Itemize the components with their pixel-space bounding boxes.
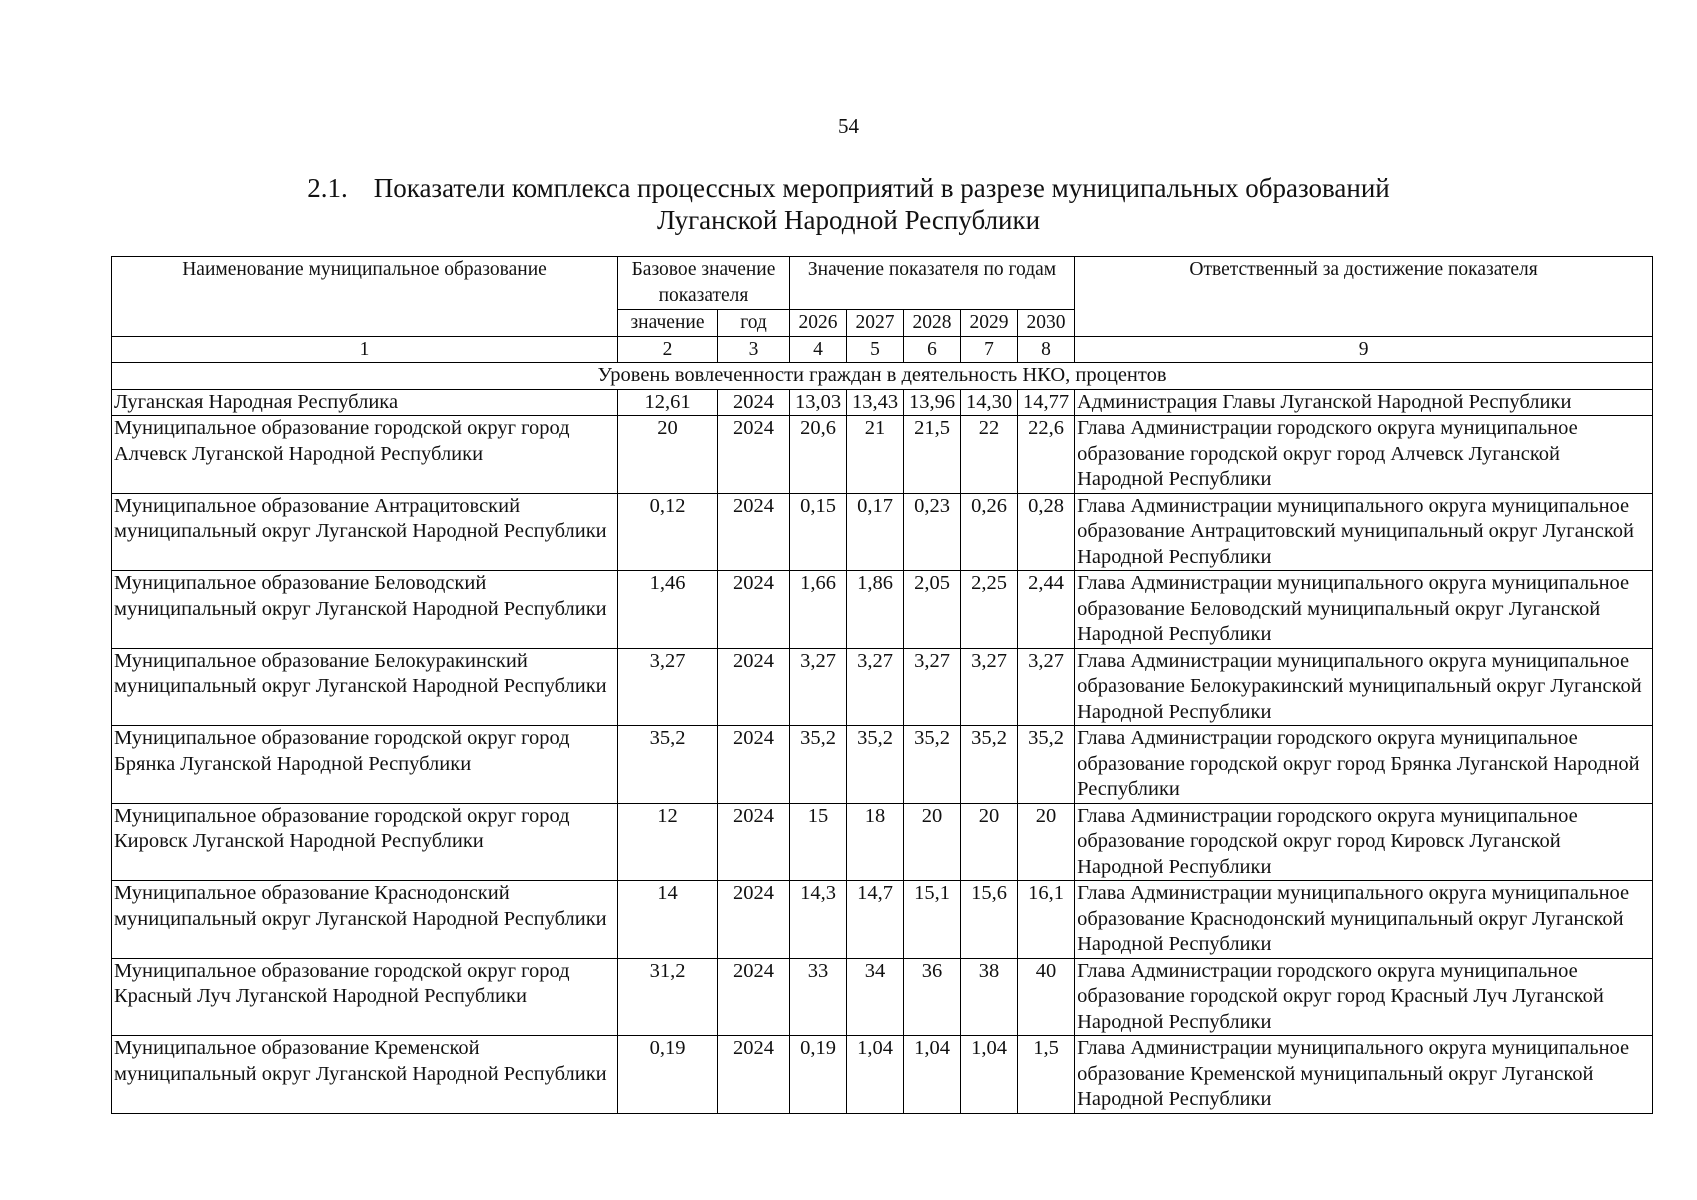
year-value: 1,5: [1018, 1036, 1075, 1114]
year-value: 22: [961, 416, 1018, 494]
responsible-party: Глава Администрации муниципального округа муниципальное образование Краснодонский муниципальный округ Луганской Народной Республики: [1075, 881, 1653, 959]
column-number: 9: [1075, 336, 1653, 363]
responsible-party: Глава Администрации городского округа муниципальное образование городской округ город Кировск Луганской Народной Республики: [1075, 803, 1653, 881]
year-value: 0,23: [904, 493, 961, 571]
column-number: 3: [718, 336, 790, 363]
table-row: [112, 648, 1653, 726]
base-value: 31,2: [618, 958, 718, 1036]
base-value: 0,19: [618, 1036, 718, 1114]
base-value: 14: [618, 881, 718, 959]
base-value: 20: [618, 416, 718, 494]
base-value: 12,61: [618, 389, 718, 416]
year-value: 1,86: [847, 571, 904, 649]
year-value: 38: [961, 958, 1018, 1036]
base-year: 2024: [718, 1036, 790, 1114]
responsible-party: Глава Администрации муниципального округа муниципальное образование Беловодский муниципальный округ Луганской Народной Республики: [1075, 571, 1653, 649]
year-value: 18: [847, 803, 904, 881]
year-value: 3,27: [1018, 648, 1075, 726]
municipality-name: Муниципальное образование городской округ город Брянка Луганской Народной Республики: [112, 726, 618, 804]
base-year: 2024: [718, 571, 790, 649]
table-row: [112, 803, 1653, 881]
year-value: 2,44: [1018, 571, 1075, 649]
base-year: 2024: [718, 958, 790, 1036]
year-value: 2,25: [961, 571, 1018, 649]
year-value: 1,66: [790, 571, 847, 649]
responsible-party: Глава Администрации муниципального округа муниципальное образование Антрацитовский муниципальный округ Луганской Народной Республики: [1075, 493, 1653, 571]
year-value: 34: [847, 958, 904, 1036]
year-value: 14,77: [1018, 389, 1075, 416]
year-value: 35,2: [790, 726, 847, 804]
year-value: 36: [904, 958, 961, 1036]
year-value: 0,17: [847, 493, 904, 571]
heading-line-2: Луганской Народной Республики: [656, 205, 1041, 235]
year-value: 0,28: [1018, 493, 1075, 571]
base-year: 2024: [718, 648, 790, 726]
header-base-group: Базовое значение показателя: [618, 257, 790, 310]
responsible-party: Глава Администрации городского округа муниципальное образование городской округ город Алчевск Луганской Народной Республики: [1075, 416, 1653, 494]
year-value: 33: [790, 958, 847, 1036]
municipality-name: Муниципальное образование Антрацитовский муниципальный округ Луганской Народной Республики: [112, 493, 618, 571]
base-year: 2024: [718, 389, 790, 416]
responsible-party: Глава Администрации городского округа муниципальное образование городской округ город Красный Луч Луганской Народной Республики: [1075, 958, 1653, 1036]
header-year: 2028: [904, 310, 961, 337]
base-value: 35,2: [618, 726, 718, 804]
header-year: 2026: [790, 310, 847, 337]
year-value: 22,6: [1018, 416, 1075, 494]
responsible-party: Глава Администрации муниципального округа муниципальное образование Кременской муниципальный округ Луганской Народной Республики: [1075, 1036, 1653, 1114]
base-year: 2024: [718, 803, 790, 881]
base-value: 0,12: [618, 493, 718, 571]
page-number: 54: [838, 114, 859, 138]
year-value: 1,04: [847, 1036, 904, 1114]
year-value: 15,1: [904, 881, 961, 959]
header-year: 2029: [961, 310, 1018, 337]
column-number: 5: [847, 336, 904, 363]
column-number: 2: [618, 336, 718, 363]
year-value: 21: [847, 416, 904, 494]
year-value: 13,03: [790, 389, 847, 416]
base-year: 2024: [718, 881, 790, 959]
table-row: [112, 726, 1653, 804]
year-value: 15,6: [961, 881, 1018, 959]
year-value: 0,26: [961, 493, 1018, 571]
base-year: 2024: [718, 493, 790, 571]
base-year: 2024: [718, 726, 790, 804]
municipality-name: Муниципальное образование Белокуракинский муниципальный округ Луганской Народной Республики: [112, 648, 618, 726]
header-responsible: Ответственный за достижение показателя: [1075, 257, 1653, 337]
year-value: 21,5: [904, 416, 961, 494]
year-value: 3,27: [847, 648, 904, 726]
municipality-name: Муниципальное образование городской округ город Кировск Луганской Народной Республики: [112, 803, 618, 881]
base-year: 2024: [718, 416, 790, 494]
table-row: [112, 389, 1653, 416]
year-value: 35,2: [1018, 726, 1075, 804]
year-value: 3,27: [790, 648, 847, 726]
municipality-name: Муниципальное образование Кременской муниципальный округ Луганской Народной Республики: [112, 1036, 618, 1114]
table-row: [112, 571, 1653, 649]
table-row: [112, 881, 1653, 959]
year-value: 15: [790, 803, 847, 881]
year-value: 14,7: [847, 881, 904, 959]
year-value: 1,04: [904, 1036, 961, 1114]
year-value: 3,27: [961, 648, 1018, 726]
year-value: 20: [961, 803, 1018, 881]
year-value: 3,27: [904, 648, 961, 726]
responsible-party: Глава Администрации городского округа муниципальное образование городской округ город Брянка Луганской Народной Республики: [1075, 726, 1653, 804]
header-year: 2027: [847, 310, 904, 337]
header-name: Наименование муниципальное образование: [112, 257, 618, 337]
heading-number: 2.1.: [307, 173, 348, 203]
year-value: 0,15: [790, 493, 847, 571]
year-value: 14,3: [790, 881, 847, 959]
indicators-table: [111, 256, 1653, 1114]
year-value: 20: [904, 803, 961, 881]
base-value: 12: [618, 803, 718, 881]
column-number: 1: [112, 336, 618, 363]
year-value: 13,96: [904, 389, 961, 416]
header-base-year: год: [718, 310, 790, 337]
year-value: 2,05: [904, 571, 961, 649]
header-base-value: значение: [618, 310, 718, 337]
year-value: 14,30: [961, 389, 1018, 416]
document-heading: [0, 172, 1697, 236]
header-year: 2030: [1018, 310, 1075, 337]
year-value: 16,1: [1018, 881, 1075, 959]
base-value: 1,46: [618, 571, 718, 649]
heading-title: Показатели комплекса процессных мероприятий в разрезе муниципальных образований: [373, 173, 1390, 203]
municipality-name: Муниципальное образование городской округ город Красный Луч Луганской Народной Республики: [112, 958, 618, 1036]
column-number-row: [112, 336, 1653, 363]
column-number: 7: [961, 336, 1018, 363]
municipality-name: Муниципальное образование Краснодонский муниципальный округ Луганской Народной Республики: [112, 881, 618, 959]
table-row: [112, 493, 1653, 571]
section-title: Уровень вовлеченности граждан в деятельность НКО, процентов: [112, 363, 1653, 390]
year-value: 35,2: [961, 726, 1018, 804]
table-row: [112, 416, 1653, 494]
year-value: 20,6: [790, 416, 847, 494]
year-value: 0,19: [790, 1036, 847, 1114]
table-row: [112, 958, 1653, 1036]
column-number: 8: [1018, 336, 1075, 363]
year-value: 35,2: [847, 726, 904, 804]
municipality-name: Луганская Народная Республика: [112, 389, 618, 416]
year-value: 13,43: [847, 389, 904, 416]
base-value: 3,27: [618, 648, 718, 726]
responsible-party: Глава Администрации муниципального округа муниципальное образование Белокуракинский муниципальный округ Луганской Народной Республики: [1075, 648, 1653, 726]
heading-line-1: [0, 172, 1697, 204]
column-number: 4: [790, 336, 847, 363]
municipality-name: Муниципальное образование Беловодский муниципальный округ Луганской Народной Республики: [112, 571, 618, 649]
header-years-group: Значение показателя по годам: [790, 257, 1075, 310]
responsible-party: Администрация Главы Луганской Народной Республики: [1075, 389, 1653, 416]
table-header-row: [112, 257, 1653, 310]
column-number: 6: [904, 336, 961, 363]
year-value: 1,04: [961, 1036, 1018, 1114]
year-value: 35,2: [904, 726, 961, 804]
table-row: [112, 1036, 1653, 1114]
year-value: 20: [1018, 803, 1075, 881]
table-body: [112, 336, 1653, 1113]
municipality-name: Муниципальное образование городской округ город Алчевск Луганской Народной Республики: [112, 416, 618, 494]
year-value: 40: [1018, 958, 1075, 1036]
section-title-row: [112, 363, 1653, 390]
